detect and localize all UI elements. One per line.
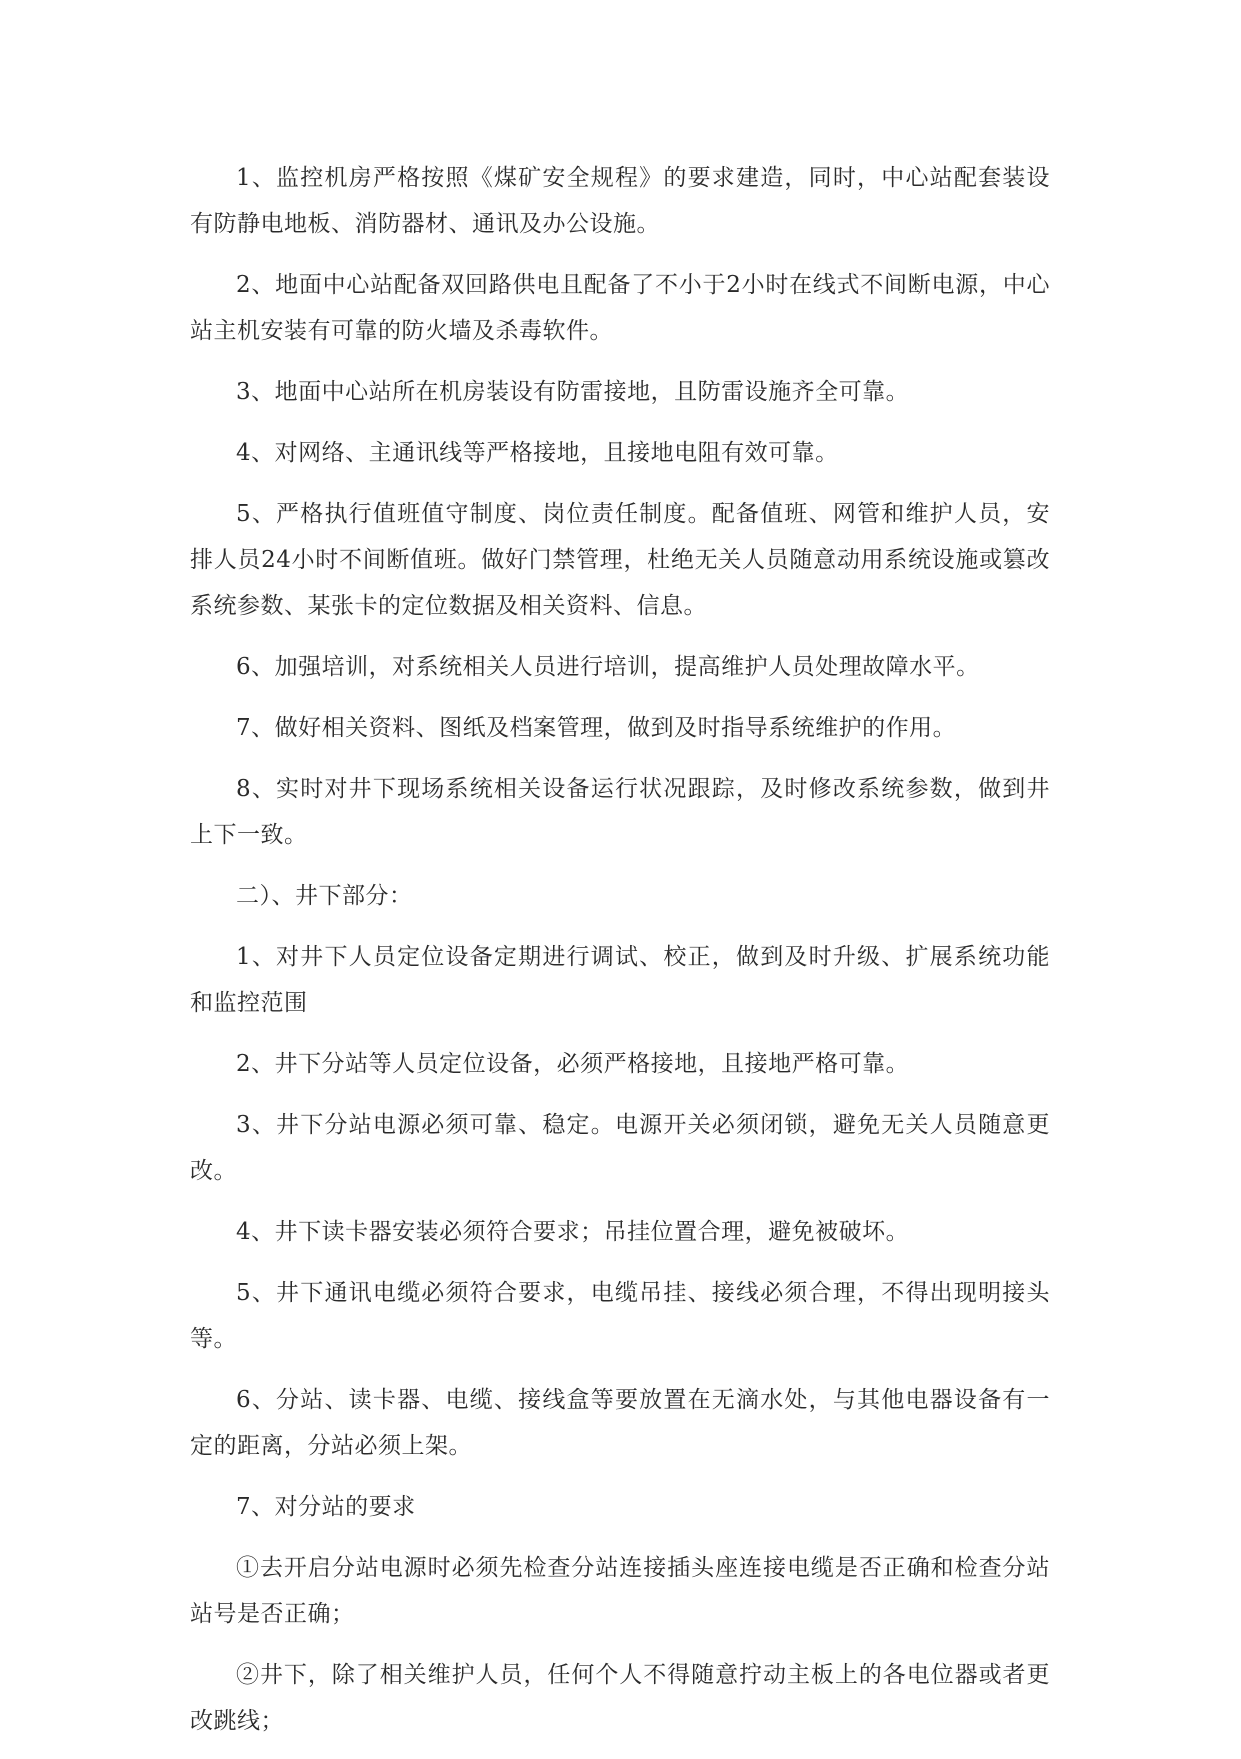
- paragraph-5: 5、严格执行值班值守制度、岗位责任制度。配备值班、网管和维护人员，安排人员24小时不间断值班。做好门禁管理，杜绝无关人员随意动用系统设施或篡改系统参数、某张卡的定位数据及相关资料、信息。: [190, 501, 1050, 619]
- paragraph-underground-2: 2、井下分站等人员定位设备，必须严格接地，且接地严格可靠。: [236, 1051, 910, 1077]
- paragraph-underground-7: 7、对分站的要求: [236, 1494, 416, 1520]
- paragraph-underground-1: 1、对井下人员定位设备定期进行调试、校正，做到及时升级、扩展系统功能和监控范围: [190, 944, 1050, 1016]
- paragraph-1: 1、监控机房严格按照《煤矿安全规程》的要求建造，同时，中心站配套装设有防静电地板、消防器材、通讯及办公设施。: [190, 165, 1050, 237]
- paragraph-underground-3: 3、井下分站电源必须可靠、稳定。电源开关必须闭锁，避免无关人员随意更改。: [190, 1112, 1050, 1184]
- paragraph-4: 4、对网络、主通讯线等严格接地，且接地电阻有效可靠。: [236, 440, 839, 466]
- sub-item-1: ①去开启分站电源时必须先检查分站连接插头座连接电缆是否正确和检查分站站号是否正确；: [190, 1555, 1050, 1627]
- section-heading-underground: 二）、井下部分：: [236, 883, 413, 909]
- paragraph-3: 3、地面中心站所在机房装设有防雷接地，且防雷设施齐全可靠。: [236, 379, 910, 405]
- paragraph-2: 2、地面中心站配备双回路供电且配备了不小于2小时在线式不间断电源，中心站主机安装有可靠的防火墙及杀毒软件。: [190, 272, 1050, 344]
- paragraph-8: 8、实时对井下现场系统相关设备运行状况跟踪，及时修改系统参数，做到井上下一致。: [190, 776, 1050, 848]
- paragraph-6: 6、加强培训，对系统相关人员进行培训，提高维护人员处理故障水平。: [236, 654, 980, 680]
- paragraph-7: 7、做好相关资料、图纸及档案管理，做到及时指导系统维护的作用。: [236, 715, 957, 741]
- document-body: [190, 155, 1050, 1759]
- paragraph-underground-6: 6、分站、读卡器、电缆、接线盒等要放置在无滴水处，与其他电器设备有一定的距离，分站必须上架。: [190, 1387, 1050, 1459]
- paragraph-underground-5: 5、井下通讯电缆必须符合要求，电缆吊挂、接线必须合理，不得出现明接头等。: [190, 1280, 1050, 1352]
- sub-item-2: ②井下，除了相关维护人员，任何个人不得随意拧动主板上的各电位器或者更改跳线；: [190, 1662, 1050, 1734]
- paragraph-underground-4: 4、井下读卡器安装必须符合要求；吊挂位置合理，避免被破坏。: [236, 1219, 910, 1245]
